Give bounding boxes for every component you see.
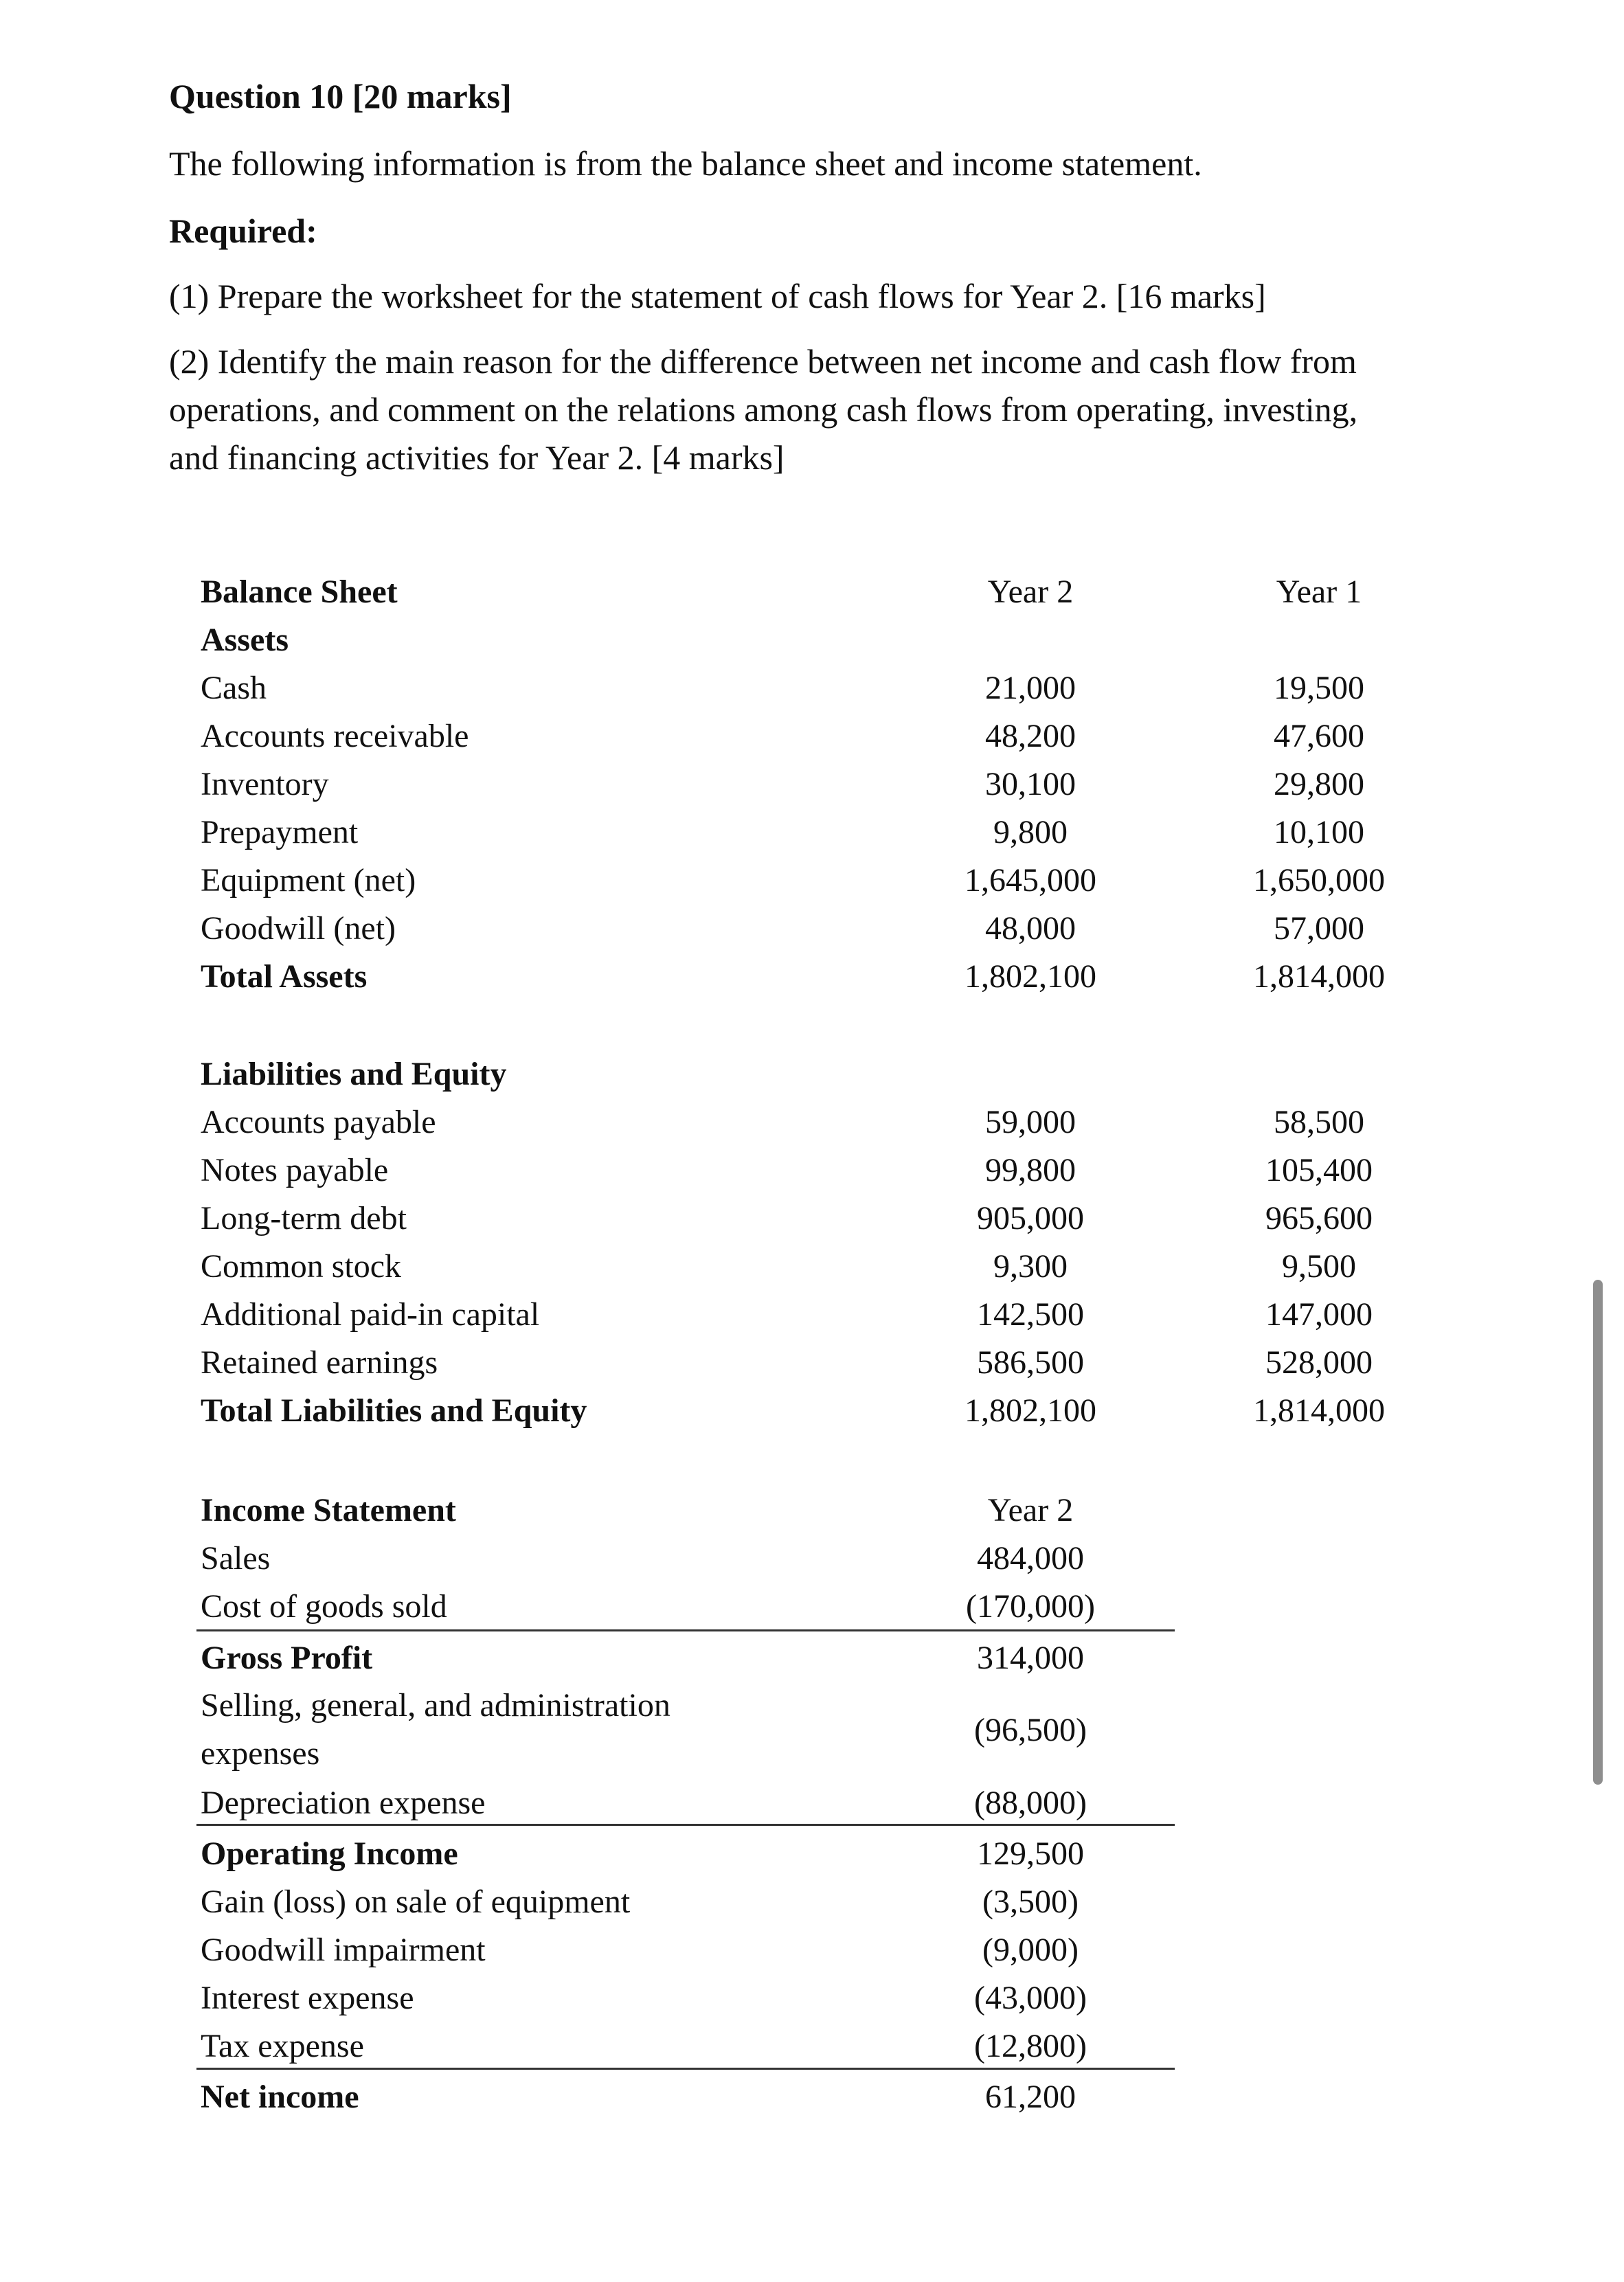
year1-value: 9,500 (1282, 1248, 1356, 1285)
year2-value: (43,000) (974, 1980, 1087, 2016)
year1-value: 147,000 (1265, 1296, 1373, 1333)
required-label: Required: (169, 212, 317, 250)
row-label: Depreciation expense (201, 1785, 486, 1821)
year1-value: 1,814,000 (1253, 958, 1385, 995)
subtotal-rule (196, 1824, 1175, 1826)
table-row (0, 712, 1624, 760)
year2-value: 99,800 (985, 1152, 1076, 1188)
row-label: Long-term debt (201, 1200, 407, 1236)
row-label: Cost of goods sold (201, 1588, 447, 1625)
table-row (0, 1195, 1624, 1243)
table-row (0, 809, 1624, 857)
year2-value: 1,645,000 (965, 862, 1096, 899)
year2-value: 30,100 (985, 766, 1076, 802)
row-label: Common stock (201, 1248, 402, 1285)
column-header-year1: Year 1 (1276, 574, 1362, 610)
year1-value: 528,000 (1265, 1344, 1373, 1381)
row-label: Prepayment (201, 814, 359, 850)
table-row (0, 1974, 1624, 2022)
year2-value: (3,500) (982, 1884, 1079, 1920)
year2-value: 9,300 (993, 1248, 1068, 1285)
year2-value: 142,500 (977, 1296, 1084, 1333)
row-label: Accounts receivable (201, 718, 469, 754)
assets-heading-row (0, 616, 1624, 664)
question-intro: The following information is from the balance sheet and income statement. (169, 144, 1202, 183)
question-part2-line: operations, and comment on the relations among cash flows from operating, investing, (169, 390, 1358, 429)
year1-value: 105,400 (1265, 1152, 1373, 1188)
question-part2-line: and financing activities for Year 2. [4 marks] (169, 438, 785, 477)
year2-value: (170,000) (966, 1588, 1095, 1625)
row-label-continued: expenses (201, 1735, 320, 1772)
balance-sheet-header-row (0, 568, 1624, 616)
subtotal-rule (196, 2068, 1175, 2070)
income-statement-header-row (0, 1487, 1624, 1535)
table-row (0, 1339, 1624, 1387)
row-label: Total Liabilities and Equity (201, 1392, 587, 1429)
year1-value: 29,800 (1274, 766, 1364, 802)
year1-value: 58,500 (1274, 1104, 1364, 1140)
row-label: Notes payable (201, 1152, 389, 1188)
row-label: Inventory (201, 766, 329, 802)
year2-value: 48,200 (985, 718, 1076, 754)
operating-income-row (0, 1830, 1624, 1878)
question-part2-line: (2) Identify the main reason for the difference between net income and cash flow from (169, 342, 1357, 381)
row-label: Accounts payable (201, 1104, 436, 1140)
question-part2 (169, 337, 1461, 482)
column-header-year2: Year 2 (987, 574, 1074, 610)
column-header-year2: Year 2 (987, 1492, 1074, 1528)
row-label: Additional paid-in capital (201, 1296, 540, 1333)
year2-value: 314,000 (977, 1640, 1084, 1676)
year2-value: 21,000 (985, 670, 1076, 706)
row-label: Goodwill impairment (201, 1932, 486, 1968)
year2-value: (9,000) (982, 1932, 1079, 1968)
question-title: Question 10 [20 marks] (169, 77, 512, 115)
year2-value: 1,802,100 (965, 958, 1096, 995)
year2-value: 905,000 (977, 1200, 1084, 1236)
row-label: Equipment (net) (201, 862, 416, 899)
year2-value: 484,000 (977, 1540, 1084, 1577)
table-row (0, 1098, 1624, 1146)
row-label: Cash (201, 670, 267, 706)
vertical-scrollbar[interactable] (1593, 1280, 1603, 1785)
liabilities-heading-row (0, 1050, 1624, 1098)
gross-profit-row (0, 1634, 1624, 1682)
liabilities-heading: Liabilities and Equity (201, 1056, 507, 1092)
table-row (0, 664, 1624, 712)
year2-value: (88,000) (974, 1785, 1087, 1821)
year2-value: 61,200 (985, 2079, 1076, 2115)
table-row (0, 1779, 1624, 1827)
year2-value: 48,000 (985, 910, 1076, 947)
table-row (0, 857, 1624, 905)
table-row (0, 1682, 1624, 1778)
balance-sheet-title: Balance Sheet (201, 574, 398, 610)
total-assets-row (0, 953, 1624, 1001)
row-label: Gross Profit (201, 1640, 373, 1676)
table-row (0, 2022, 1624, 2070)
year2-value: 9,800 (993, 814, 1068, 850)
year2-value: (12,800) (974, 2028, 1087, 2064)
table-row (0, 1146, 1624, 1195)
row-label: Gain (loss) on sale of equipment (201, 1884, 631, 1920)
income-statement-title: Income Statement (201, 1492, 456, 1528)
table-row (0, 1535, 1624, 1583)
year2-value: 59,000 (985, 1104, 1076, 1140)
year2-value: 1,802,100 (965, 1392, 1096, 1429)
year1-value: 1,650,000 (1253, 862, 1385, 899)
table-row (0, 1878, 1624, 1926)
year1-value: 57,000 (1274, 910, 1364, 947)
year1-value: 1,814,000 (1253, 1392, 1385, 1429)
row-label: Selling, general, and administration (201, 1687, 670, 1724)
year1-value: 47,600 (1274, 718, 1364, 754)
row-label: Net income (201, 2079, 359, 2115)
table-row (0, 905, 1624, 953)
year1-value: 19,500 (1274, 670, 1364, 706)
total-liabilities-row (0, 1387, 1624, 1435)
question-part1: (1) Prepare the worksheet for the statement of cash flows for Year 2. [16 marks] (169, 277, 1266, 315)
net-income-row (0, 2073, 1624, 2121)
table-row (0, 1243, 1624, 1291)
assets-heading: Assets (201, 622, 289, 658)
year2-value: (96,500) (974, 1712, 1087, 1748)
row-label: Total Assets (201, 958, 368, 995)
row-label: Interest expense (201, 1980, 414, 2016)
table-row (0, 1583, 1624, 1631)
row-label: Operating Income (201, 1835, 458, 1872)
row-label: Sales (201, 1540, 271, 1577)
year2-value: 129,500 (977, 1835, 1084, 1872)
subtotal-rule (196, 1629, 1175, 1631)
year1-value: 965,600 (1265, 1200, 1373, 1236)
table-row (0, 760, 1624, 809)
row-label: Retained earnings (201, 1344, 438, 1381)
year1-value: 10,100 (1274, 814, 1364, 850)
year2-value: 586,500 (977, 1344, 1084, 1381)
row-label: Goodwill (net) (201, 910, 396, 947)
table-row (0, 1926, 1624, 1974)
row-label: Tax expense (201, 2028, 364, 2064)
table-row (0, 1291, 1624, 1339)
